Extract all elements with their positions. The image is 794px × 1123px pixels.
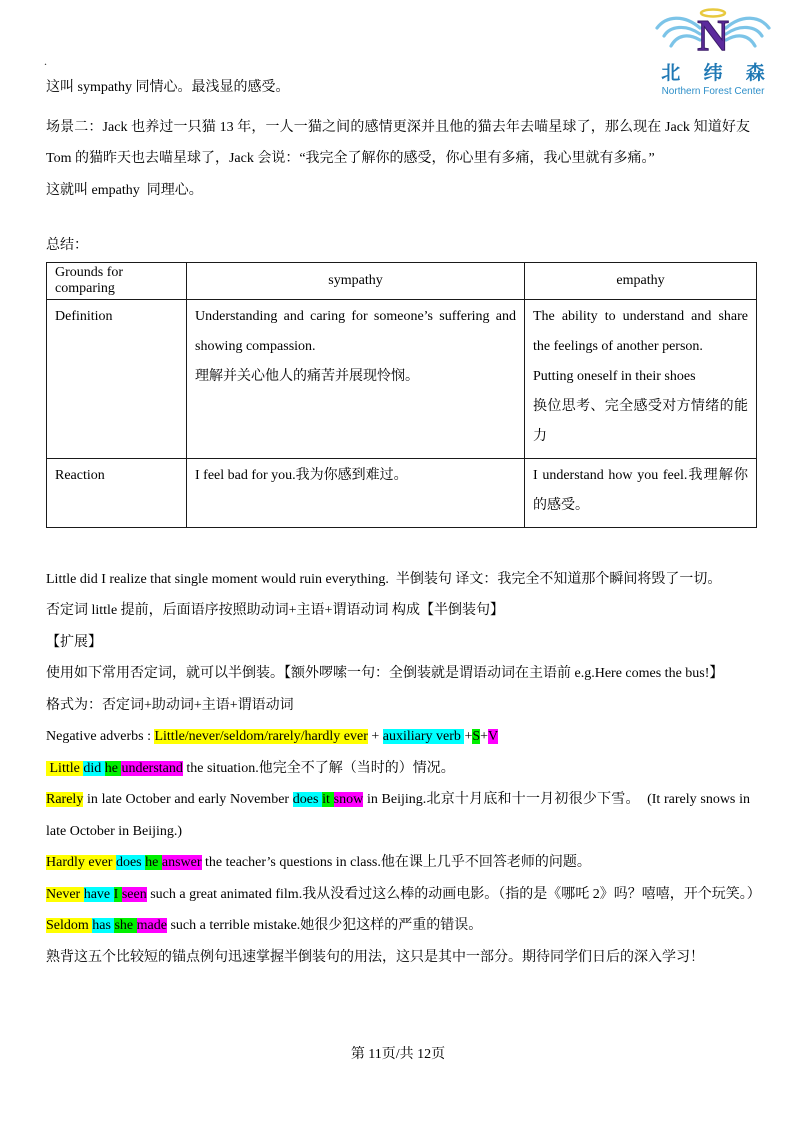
reaction-empathy-cell bbox=[525, 458, 757, 527]
text-segment: Never bbox=[46, 886, 84, 902]
text-segment: Hardly ever bbox=[46, 855, 116, 870]
text-segment: such a great animated film.我从没看过这么棒的动画电影。（指的是《哪吒 2》吗？嘻嘻，开个玩笑。） bbox=[146, 886, 761, 902]
text-segment: he bbox=[104, 760, 122, 776]
example-line-hardly bbox=[46, 847, 750, 879]
text-segment: in Beijing.北京十月底和十一月初很少下雪。 (It rarely snows in late October in Beijing.) bbox=[46, 792, 754, 839]
cell-line: I understand how you feel.我理解你的感受。 bbox=[533, 467, 748, 513]
cell-line: 换位思考、完全感受对方情绪的能力 bbox=[533, 398, 748, 444]
example-line-little bbox=[46, 753, 750, 785]
text-segment: he bbox=[145, 855, 162, 870]
header-grounds: Grounds for comparing bbox=[47, 262, 187, 299]
text-segment: + bbox=[367, 729, 383, 744]
text-segment: it bbox=[322, 792, 334, 807]
text-segment: S bbox=[472, 729, 481, 744]
summary-label: 总结： bbox=[46, 238, 88, 253]
intro-paragraph-2: 场景二：Jack 也养过一只猫 13 年，一人一猫之间的感情更深并且他的猫去年去喵星球了，那么现在 Jack 知道好友 Tom 的猫昨天也去喵星球了，Jack 会说：“我完全了解你的感受，你心里有多痛，我心里就有多痛。” bbox=[46, 119, 750, 166]
logo-en-name: Northern Forest Center bbox=[661, 86, 765, 97]
definition-label: Definition bbox=[47, 299, 187, 458]
example-line-seldom bbox=[46, 910, 750, 942]
header-empathy: empathy bbox=[525, 262, 757, 299]
text-segment: Negative adverbs : bbox=[46, 729, 155, 744]
cell-line: The ability to understand and share the feelings of another person. bbox=[533, 308, 748, 354]
table-row-definition bbox=[47, 299, 757, 458]
page-footer: 第 11页/共 12页 bbox=[350, 1047, 446, 1062]
text-segment: seen bbox=[121, 886, 147, 902]
reaction-label: Reaction bbox=[47, 458, 187, 527]
text-segment: did bbox=[83, 760, 105, 776]
cell-line: 理解并关心他人的痛苦并展现怜悯。 bbox=[195, 368, 419, 384]
text-segment: Little/never/seldom/rarely/hardly ever bbox=[154, 729, 368, 744]
text-segment: Rarely bbox=[46, 792, 84, 807]
text-segment: answer bbox=[161, 855, 202, 870]
text-segment: made bbox=[136, 918, 167, 933]
text-segment: Seldom bbox=[46, 918, 93, 933]
grammar-paragraph-2: 否定词 little 提前，后面语序按照助动词+主语+谓语动词 构成【半倒装句】 bbox=[46, 603, 504, 618]
text-segment: snow bbox=[333, 792, 364, 807]
closing-paragraph: 熟背这五个比较短的锚点例句迅速掌握半倒装句的用法，这只是其中一部分。期待同学们日后的深入学习！ bbox=[46, 949, 704, 965]
example-line-never bbox=[46, 879, 761, 911]
text-segment: the teacher’s questions in class.他在课上几乎不回答老师的问题。 bbox=[201, 855, 591, 870]
grammar-paragraph-4: 使用如下常用否定词，就可以半倒装。【额外啰嗦一句：全倒装就是谓语动词在主语前 e.g.Here comes the bus!】 bbox=[46, 666, 724, 681]
logo-winged-n-icon bbox=[652, 6, 774, 58]
grammar-paragraph-5: 格式为：否定词+助动词+主语+谓语动词 bbox=[46, 697, 294, 713]
text-segment: in late October and early November bbox=[83, 792, 293, 807]
text-segment: have bbox=[83, 886, 114, 902]
text-segment: + bbox=[480, 729, 489, 744]
cell-line: I feel bad for you.我为你感到难过。 bbox=[195, 467, 408, 483]
text-segment: does bbox=[115, 855, 146, 870]
text-segment: Little bbox=[46, 760, 84, 776]
text-segment: I bbox=[113, 886, 122, 902]
text-segment: she bbox=[114, 918, 137, 933]
text-segment: has bbox=[92, 918, 115, 933]
definition-sympathy-cell bbox=[187, 299, 525, 458]
reaction-sympathy-cell bbox=[187, 458, 525, 527]
grammar-paragraph-1: Little did I realize that single moment would ruin everything. 半倒装句 译文：我完全不知道那个瞬间将毁了一切。 bbox=[46, 571, 722, 587]
comparison-table bbox=[46, 262, 757, 528]
cell-line: Putting oneself in their shoes bbox=[533, 368, 696, 384]
definition-empathy-cell bbox=[525, 299, 757, 458]
text-segment: V bbox=[488, 729, 499, 744]
intro-paragraph-1: 这叫 sympathy 同情心。最浅显的感受。 bbox=[46, 80, 290, 95]
grammar-paragraph-3: 【扩展】 bbox=[46, 634, 102, 650]
text-segment: + bbox=[464, 729, 473, 744]
example-line-rarely bbox=[46, 784, 754, 847]
logo-letter: N bbox=[697, 11, 729, 58]
stray-punctuation-mark: . bbox=[44, 54, 47, 68]
text-segment: auxiliary verb bbox=[382, 729, 465, 744]
text-segment: understand bbox=[121, 760, 183, 776]
text-segment: such a terrible mistake.她很少犯这样的严重的错误。 bbox=[166, 918, 483, 933]
negative-adverbs-formula bbox=[46, 721, 750, 753]
logo bbox=[652, 6, 774, 98]
logo-wing-right bbox=[726, 18, 769, 46]
logo-cn-name: 北 纬 森 bbox=[661, 63, 774, 84]
logo-wing-left bbox=[657, 18, 700, 46]
header-sympathy: sympathy bbox=[187, 262, 525, 299]
text-segment: does bbox=[292, 792, 323, 807]
table-header-row bbox=[47, 262, 757, 299]
cell-line: Understanding and caring for someone’s suffering and showing compassion. bbox=[195, 308, 516, 354]
table-row-reaction bbox=[47, 458, 757, 527]
intro-paragraph-3: 这就叫 empathy 同理心。 bbox=[46, 182, 203, 198]
text-segment: the situation.他完全不了解（当时的）情况。 bbox=[182, 760, 455, 776]
